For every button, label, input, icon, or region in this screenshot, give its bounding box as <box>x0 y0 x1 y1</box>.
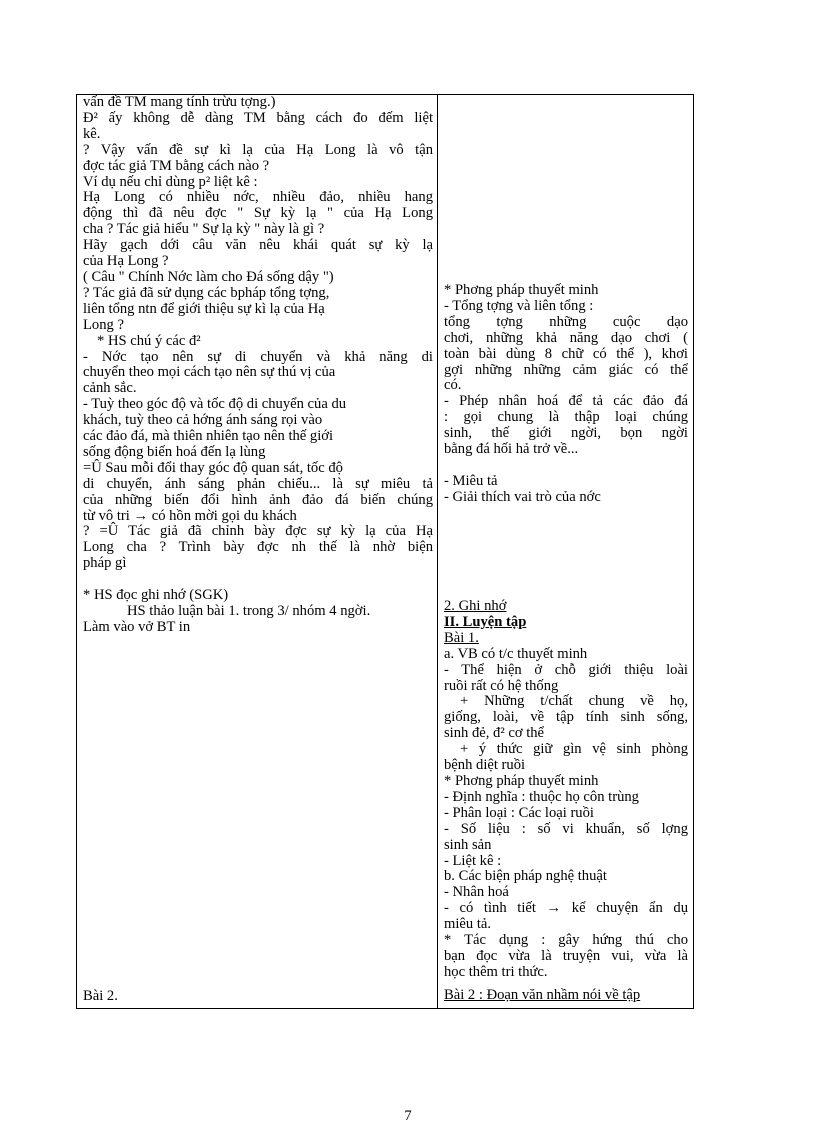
text-line: Đ² ấy không dễ dàng TM bằng cách đo đếm liệt <box>83 109 433 126</box>
text-line: - Giải thích vai trò của nớc <box>444 488 601 505</box>
text-line: b. Các biện pháp nghệ thuật <box>444 868 607 885</box>
text-line: từ vô tri → có hồn mời gọi du khách <box>83 507 297 524</box>
page-number: 7 <box>404 1108 412 1124</box>
text-line: * Phơng pháp thuyết minh <box>444 772 599 789</box>
text-line: - Phép nhân hoá để tả các đảo đá <box>444 393 688 410</box>
text-line: sinh đẻ, đ² cơ thể <box>444 725 545 742</box>
text-line: pháp gì <box>83 555 127 572</box>
text-line: =Û Sau mỗi đổi thay góc độ quan sát, tốc độ <box>83 459 343 476</box>
text-line: cha ? Tác giả hiểu " Sự lạ kỳ " này là gì ? <box>83 221 325 238</box>
text-line: - có tình tiết → kể chuyện ẩn dụ <box>444 900 688 917</box>
luyen-tap-heading: II. Luyện tập <box>444 613 527 630</box>
text-line: có. <box>444 377 462 394</box>
text-line: bằng đá hối hả trở về... <box>444 441 579 458</box>
text-line: của Hạ Long ? <box>83 253 169 270</box>
text-line: bệnh diệt ruồi <box>444 757 526 774</box>
text-line: * HS chú ý các đ² <box>97 332 201 349</box>
text-line: học thêm tri thức. <box>444 963 548 980</box>
text-line: vấn đề TM mang tính trừu tợng.) <box>83 94 276 110</box>
text-line: HS thảo luận bài 1. trong 3/ nhóm 4 ngời. <box>127 603 371 620</box>
text-line: - Nhân hoá <box>444 884 509 901</box>
text-line: kê. <box>83 125 101 142</box>
text-line: ? =Û Tác giả đã chỉnh bày đợc sự kỳ lạ của Hạ <box>83 523 433 540</box>
right-column-practice <box>444 599 688 981</box>
text-line: chơi, những khả năng dạo chơi ( <box>444 329 688 346</box>
text-line: toàn bài dùng 8 chữ có thể ), khơi <box>444 345 688 362</box>
bai1-answer <box>444 647 688 981</box>
text-line: ( Câu " Chính Nớc làm cho Đá sống dậy ") <box>83 268 334 285</box>
text-line: đợc tác giả TM bằng cách nào ? <box>83 157 270 174</box>
left-bai2-label: Bài 2. <box>83 988 118 1004</box>
text-line: - Tổng tợng và liên tổng : <box>444 297 594 314</box>
text-line: + Những t/chất chung về họ, <box>460 693 688 710</box>
text-line: bạn đọc vừa là truyện vui, vừa là <box>444 947 688 964</box>
text-line: * Tác dụng : gây hứng thú cho <box>444 932 688 949</box>
text-line: - Tuỳ theo góc độ và tốc độ di chuyển của du <box>83 396 347 413</box>
text-line: của những biến đổi hình ảnh đảo đá biến chúng <box>83 491 433 508</box>
ghi-nho-heading: 2. Ghi nhớ <box>444 598 507 614</box>
text-line: - Nớc tạo nên sự di chuyển và khả năng di <box>83 348 433 365</box>
bai1-heading: Bài 1. <box>444 629 479 646</box>
text-line: các đảo đá, mà thiên nhiên tạo nên thế giới <box>83 428 334 445</box>
text-line: tổng tợng những cuộc dạo <box>444 313 688 330</box>
text-line: ruồi rất có hệ thống <box>444 677 559 694</box>
text-line: sống động biến hoá đến lạ lùng <box>83 443 266 460</box>
right-column <box>438 95 693 1008</box>
text-line: sinh sản <box>444 836 492 853</box>
text-line: động thì đã nêu đợc " Sự kỳ lạ " của Hạ Long <box>83 205 433 222</box>
right-bai2-text: Bài 2 : Đoạn văn nhầm nói về tập <box>444 987 641 1003</box>
text-line: ? Tác giả đã sử dụng các bpháp tổng tợng, <box>83 284 330 301</box>
text-line <box>444 458 688 474</box>
text-line: Hãy gạch dới câu văn nêu khái quát sự kỳ lạ <box>83 237 433 254</box>
text-line: cảnh sắc. <box>83 380 137 397</box>
text-line: gợi những những cảm giác có thể <box>444 361 688 378</box>
text-line: Long cha ? Trình bày đợc nh thế là nhờ biện <box>83 539 433 556</box>
text-line: khách, tuỳ theo cả hớng ánh sáng rọi vào <box>83 412 323 429</box>
right-column-method-notes <box>444 283 688 506</box>
text-line: - Liệt kê : <box>444 852 502 869</box>
lesson-table <box>76 94 694 1009</box>
text-line: ? Vậy vấn đề sự kì lạ của Hạ Long là vô tận <box>83 141 433 158</box>
text-line: * HS đọc ghi nhớ (SGK) <box>83 587 229 604</box>
text-line: * Phơng pháp thuyết minh <box>444 282 599 298</box>
text-line: - Thể hiện ở chỗ giới thiệu loài <box>444 661 688 678</box>
text-line: Làm vào vở BT in <box>83 619 191 635</box>
text-line: giống, loài, về tập tính sinh sống, <box>444 709 688 726</box>
text-line: a. VB có t/c thuyết minh <box>444 645 588 662</box>
text-line: liên tổng ntn để giới thiệu sự kì lạ của Hạ <box>83 300 325 317</box>
text-line: - Số liệu : số vi khuẩn, số lợng <box>444 820 688 837</box>
text-line: Ví dụ nếu chỉ dùng p² liệt kê : <box>83 173 258 190</box>
text-line: + ý thức giữ gìn vệ sinh phòng <box>460 741 688 758</box>
text-line: di chuyển, ánh sáng phản chiếu... là sự miêu tả <box>83 475 433 492</box>
text-line: - Miêu tả <box>444 472 498 489</box>
text-line: chuyển theo mọi cách tạo nên sự thú vị của <box>83 364 336 381</box>
text-line: miêu tả. <box>444 916 492 933</box>
text-line <box>83 572 433 588</box>
text-line: sinh, thế giới ngời, bọn ngời <box>444 425 688 442</box>
text-line: - Phân loại : Các loại ruồi <box>444 804 594 821</box>
text-line: - Định nghĩa : thuộc họ côn trùng <box>444 788 639 805</box>
left-column <box>77 95 438 1008</box>
text-line: : gọi chung là thập loại chúng <box>444 409 688 426</box>
text-line: Long ? <box>83 316 124 333</box>
text-line: Hạ Long có nhiều nớc, nhiều đảo, nhiều hang <box>83 189 433 206</box>
left-column-text <box>83 95 433 636</box>
